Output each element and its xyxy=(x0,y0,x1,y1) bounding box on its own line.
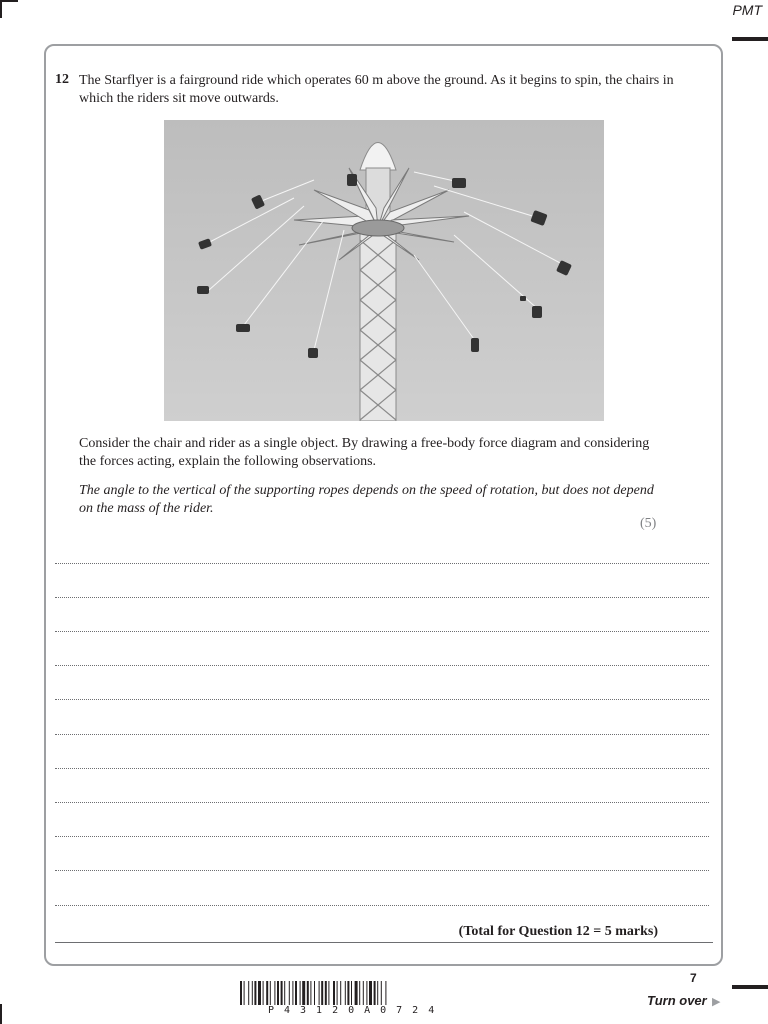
corner-label: PMT xyxy=(732,2,762,18)
answer-line[interactable] xyxy=(55,631,709,632)
edge-mark xyxy=(732,985,768,989)
crop-mark xyxy=(0,1004,2,1024)
answer-line[interactable] xyxy=(55,734,709,735)
question-total: (Total for Question 12 = 5 marks) xyxy=(458,924,658,939)
answer-line[interactable] xyxy=(55,870,709,871)
marks-label: (5) xyxy=(640,516,657,531)
turn-over-label: Turn over xyxy=(647,993,707,1008)
answer-line[interactable] xyxy=(55,665,709,666)
answer-line[interactable] xyxy=(55,768,709,769)
crop-mark xyxy=(0,0,2,18)
answer-line[interactable] xyxy=(55,802,709,803)
edge-mark xyxy=(732,37,768,41)
answer-line[interactable] xyxy=(55,699,709,700)
observation-text: The angle to the vertical of the supporting ropes depends on the speed of rotation, but does not depend on the mass of the rider. xyxy=(79,483,654,516)
crop-mark xyxy=(0,0,18,2)
answer-line[interactable] xyxy=(55,597,709,598)
answer-line[interactable] xyxy=(55,836,709,837)
answer-line[interactable] xyxy=(55,905,709,906)
barcode-icon xyxy=(240,981,525,1005)
answer-line[interactable] xyxy=(55,563,709,564)
question-intro: The Starflyer is a fairground ride which operates 60 m above the ground. As it begins to spin, the chairs in which the riders sit move outwards. xyxy=(79,73,674,106)
instruction-text: Consider the chair and rider as a single object. By drawing a free-body force diagram and considering the forces acting, explain the following observations. xyxy=(79,436,650,469)
starflyer-ride-icon xyxy=(164,120,604,421)
turn-over-arrow-icon: ▶ xyxy=(712,995,721,1008)
total-rule xyxy=(55,942,713,943)
starflyer-photo xyxy=(164,120,604,421)
question-number: 12 xyxy=(55,72,69,87)
page-number: 7 xyxy=(690,971,697,985)
barcode-number: P43120A0724 xyxy=(268,1005,445,1016)
